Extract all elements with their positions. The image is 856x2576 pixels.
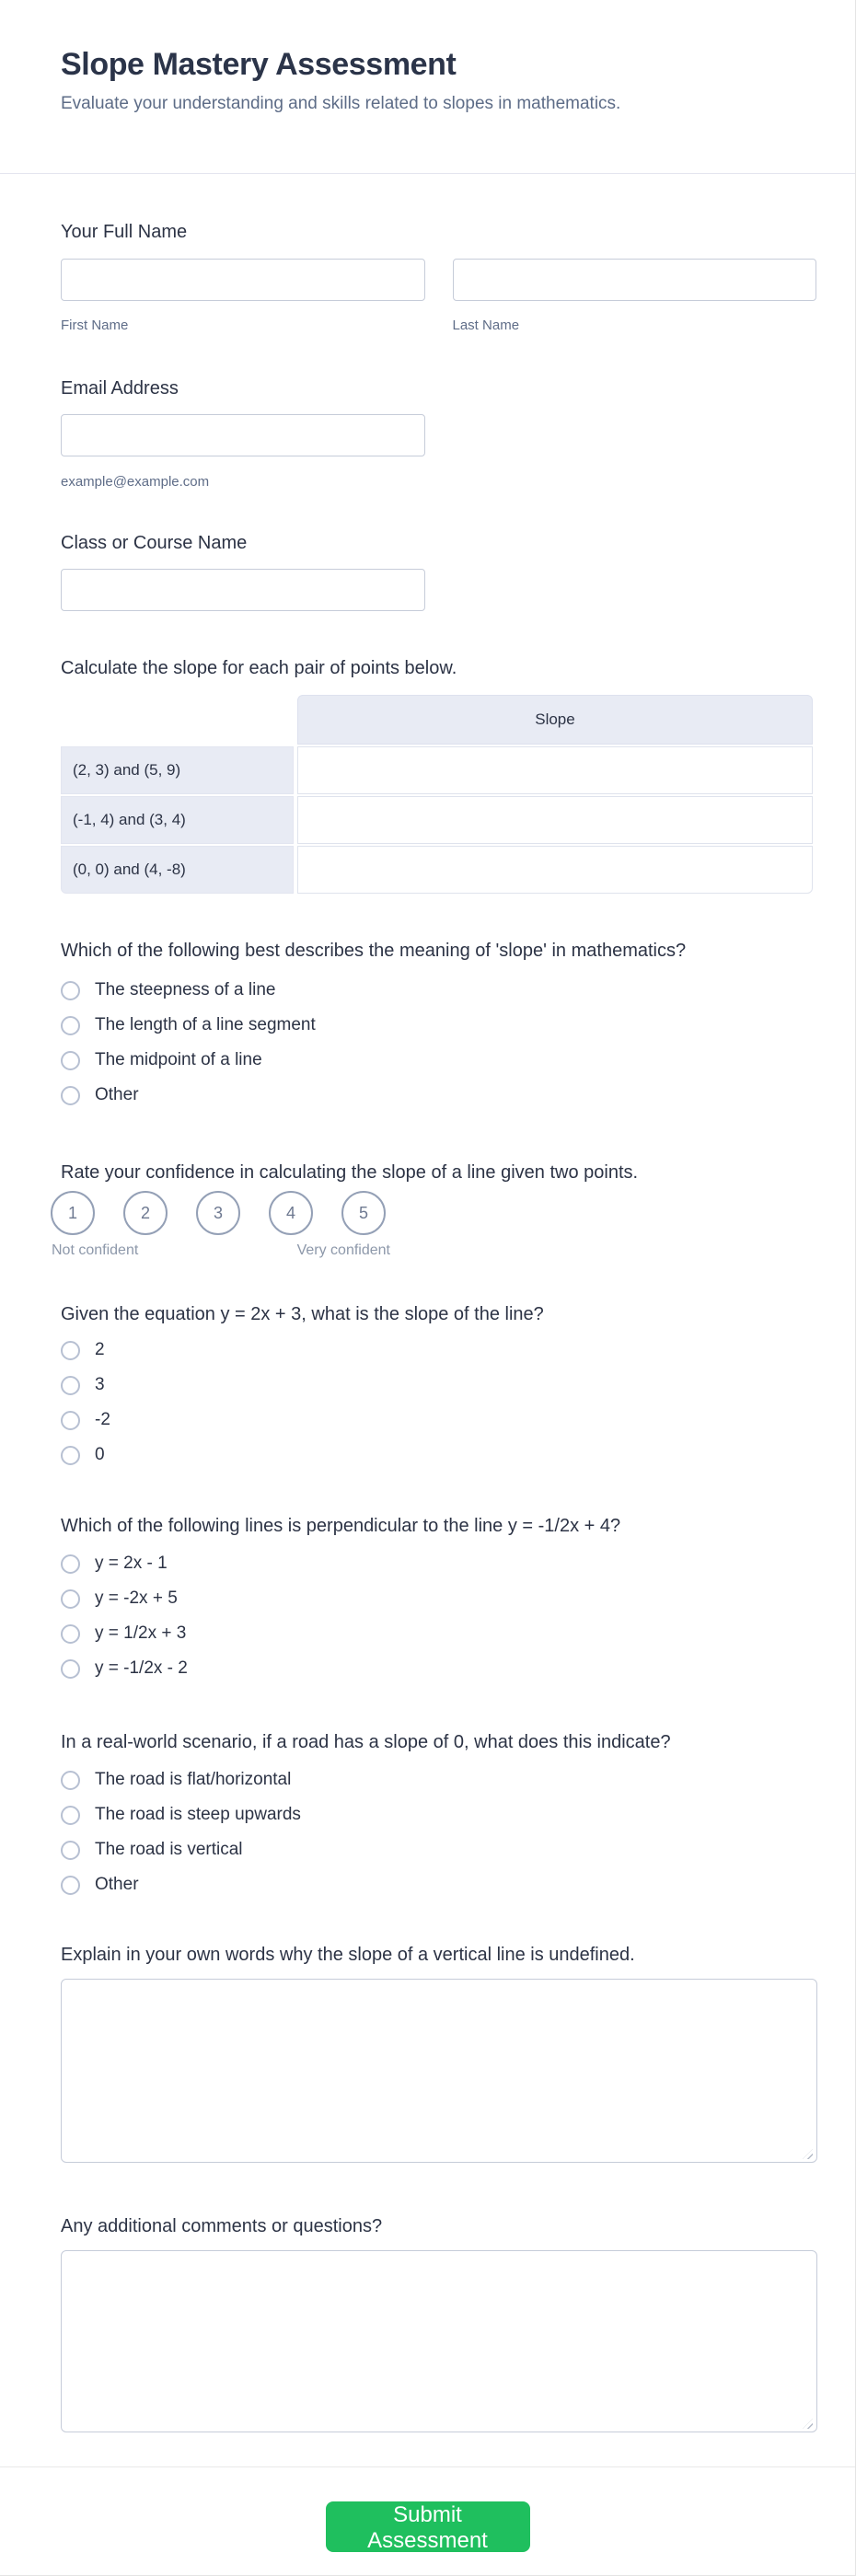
radio-icon[interactable] xyxy=(61,1446,80,1465)
confidence-question-label: Rate your confidence in calculating the slope of a line given two points. xyxy=(61,1162,639,1183)
meaning-question-label: Which of the following best describes the meaning of 'slope' in mathematics? xyxy=(61,941,687,961)
radio-icon[interactable] xyxy=(61,1376,80,1395)
radio-option[interactable] xyxy=(61,1867,816,1902)
radio-option[interactable] xyxy=(61,1651,816,1686)
matrix-row-label: (-1, 4) and (3, 4) xyxy=(61,796,294,844)
radio-option[interactable] xyxy=(61,1043,816,1078)
radio-icon[interactable] xyxy=(61,1589,80,1609)
radio-option-label: y = -2x + 5 xyxy=(95,1588,178,1608)
radio-icon[interactable] xyxy=(61,1624,80,1644)
submit-button[interactable]: Submit Assessment xyxy=(326,2501,530,2552)
radio-option[interactable] xyxy=(61,1616,816,1651)
scale-option-5[interactable]: 5 xyxy=(341,1191,386,1235)
explain-question-label: Explain in your own words why the slope of a vertical line is undefined. xyxy=(61,1945,635,1965)
radio-option[interactable] xyxy=(61,1581,816,1616)
radio-option[interactable] xyxy=(61,1762,816,1797)
matrix-input-cell[interactable] xyxy=(297,796,813,844)
radio-icon[interactable] xyxy=(61,1554,80,1574)
scale-option-3[interactable]: 3 xyxy=(196,1191,240,1235)
radio-option[interactable] xyxy=(61,1438,816,1473)
radio-option[interactable] xyxy=(61,1078,816,1113)
radio-option-label: Other xyxy=(95,1875,139,1894)
radio-option[interactable] xyxy=(61,1797,816,1832)
radio-option-label: The midpoint of a line xyxy=(95,1050,262,1069)
explain-textarea-wrap xyxy=(61,1979,817,2167)
radio-option-label: y = 1/2x + 3 xyxy=(95,1623,187,1643)
table-row xyxy=(61,846,813,894)
radio-icon[interactable] xyxy=(61,1841,80,1860)
equation-question-label: Given the equation y = 2x + 3, what is the slope of the line? xyxy=(61,1304,544,1324)
last-name-input[interactable] xyxy=(453,259,817,301)
confidence-scale-labels xyxy=(52,1242,390,1260)
comments-textarea-wrap xyxy=(61,2250,817,2437)
radio-option-label: The road is flat/horizontal xyxy=(95,1770,292,1789)
slope-table-label: Calculate the slope for each pair of points below. xyxy=(61,658,457,678)
last-name-sublabel: Last Name xyxy=(452,318,520,333)
radio-option-label: 3 xyxy=(95,1375,105,1394)
comments-textarea[interactable] xyxy=(61,2250,817,2432)
matrix-row-label: (0, 0) and (4, -8) xyxy=(61,846,294,894)
radio-option-label: y = -1/2x - 2 xyxy=(95,1658,188,1678)
full-name-inputs xyxy=(61,259,816,301)
scale-option-1[interactable]: 1 xyxy=(51,1191,95,1235)
radio-option[interactable] xyxy=(61,973,816,1008)
matrix-corner-cell xyxy=(61,695,294,745)
scale-option-2[interactable]: 2 xyxy=(123,1191,168,1235)
road-question-label: In a real-world scenario, if a road has a slope of 0, what does this indicate? xyxy=(61,1732,671,1752)
radio-option-label: The road is steep upwards xyxy=(95,1805,301,1824)
slope-matrix-table xyxy=(57,693,816,895)
first-name-sublabel: First Name xyxy=(61,318,129,333)
first-name-input[interactable] xyxy=(61,259,425,301)
radio-option-label: The road is vertical xyxy=(95,1840,243,1859)
radio-option[interactable] xyxy=(61,1008,816,1043)
email-label: Email Address xyxy=(61,378,179,399)
radio-option[interactable] xyxy=(61,1368,816,1403)
table-row xyxy=(61,746,813,794)
perpendicular-options xyxy=(61,1546,816,1686)
full-name-label: Your Full Name xyxy=(61,222,188,242)
radio-icon[interactable] xyxy=(61,981,80,1000)
radio-option-label: 2 xyxy=(95,1340,105,1359)
scale-option-4[interactable]: 4 xyxy=(269,1191,313,1235)
radio-icon[interactable] xyxy=(61,1411,80,1430)
radio-option[interactable] xyxy=(61,1832,816,1867)
table-row xyxy=(61,796,813,844)
matrix-column-header: Slope xyxy=(297,695,813,745)
explain-textarea[interactable] xyxy=(61,1979,817,2163)
radio-icon[interactable] xyxy=(61,1016,80,1035)
road-options xyxy=(61,1762,816,1902)
class-name-label: Class or Course Name xyxy=(61,533,248,553)
perpendicular-question-label: Which of the following lines is perpendicular to the line y = -1/2x + 4? xyxy=(61,1516,621,1536)
radio-option[interactable] xyxy=(61,1333,816,1368)
scale-left-label: Not confident xyxy=(52,1242,139,1258)
email-hint: example@example.com xyxy=(61,474,210,490)
confidence-scale xyxy=(51,1191,816,1235)
class-name-input[interactable] xyxy=(61,569,425,611)
radio-option[interactable] xyxy=(61,1546,816,1581)
comments-question-label: Any additional comments or questions? xyxy=(61,2216,383,2236)
radio-icon[interactable] xyxy=(61,1876,80,1895)
matrix-row-label: (2, 3) and (5, 9) xyxy=(61,746,294,794)
scale-right-label: Very confident xyxy=(296,1242,390,1258)
radio-option-label: 0 xyxy=(95,1445,105,1464)
radio-option-label: The length of a line segment xyxy=(95,1015,316,1034)
radio-option[interactable] xyxy=(61,1403,816,1438)
submit-row xyxy=(0,2467,855,2552)
page-subtitle: Evaluate your understanding and skills related to slopes in mathematics. xyxy=(61,94,621,113)
form-header xyxy=(0,0,855,174)
page-title: Slope Mastery Assessment xyxy=(61,47,457,82)
radio-icon[interactable] xyxy=(61,1341,80,1360)
radio-option-label: y = 2x - 1 xyxy=(95,1554,168,1573)
radio-option-label: The steepness of a line xyxy=(95,980,276,999)
radio-option-label: Other xyxy=(95,1085,139,1104)
radio-icon[interactable] xyxy=(61,1806,80,1825)
full-name-sublabels xyxy=(61,317,816,335)
form-body xyxy=(0,219,855,2437)
radio-icon[interactable] xyxy=(61,1771,80,1790)
email-input[interactable] xyxy=(61,414,425,456)
radio-option-label: -2 xyxy=(95,1410,110,1429)
radio-icon[interactable] xyxy=(61,1659,80,1679)
equation-options xyxy=(61,1333,816,1473)
matrix-input-cell[interactable] xyxy=(297,846,813,894)
radio-icon[interactable] xyxy=(61,1051,80,1070)
radio-icon[interactable] xyxy=(61,1086,80,1105)
meaning-options xyxy=(61,973,816,1113)
matrix-input-cell[interactable] xyxy=(297,746,813,794)
